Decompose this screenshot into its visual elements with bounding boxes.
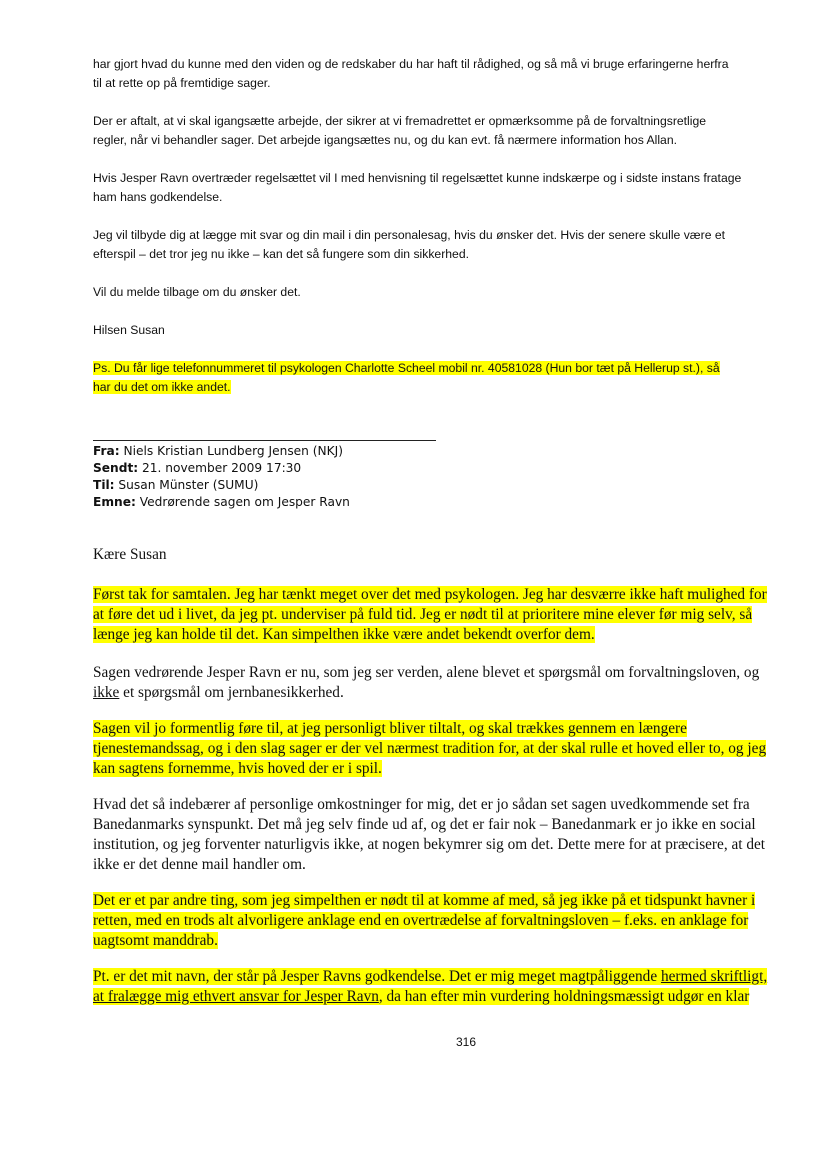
letter-greeting: Kære Susan [93,546,167,563]
header-divider [93,440,436,441]
reply-paragraph-1: har gjort hvad du kunne med den viden og de redskaber du har haft til rådighed, og så må vi bruge erfaringerne herfra til at rette op på fremtidige sager. [93,57,729,90]
reply-paragraph-3: Hvis Jesper Ravn overtræder regelsættet vil I med henvisning til regelsættet kunne indskærpe og i sidste instans fratage ham hans godkendelse. [93,171,742,204]
header-to: Til: Susan Münster (SUMU) [93,478,259,492]
header-from: Fra: Niels Kristian Lundberg Jensen (NKJ) [93,444,343,458]
letter-paragraph-6: Pt. er det mit navn, der står på Jesper Ravns godkendelse. Det er mig meget magtpåliggende hermed skriftligt, at fralægge mig ethvert ansvar for Jesper Ravn, da han efter min vurdering holdningsmæssigt udgør en klar [93,968,768,1005]
reply-signature: Hilsen Susan [93,323,165,337]
reply-paragraph-2: Der er aftalt, at vi skal igangsætte arbejde, der sikrer at vi fremadrettet er opmærksomme på de forvaltningsretlige regler, når vi behandler sager. Det arbejde igangsættes nu, og du kan evt. få nærmere information hos Allan. [93,114,707,147]
page-number: 316 [455,1035,477,1049]
reply-postscript: Ps. Du får lige telefonnummeret til psykologen Charlotte Scheel mobil nr. 40581028 (Hun bor tæt på Hellerup st.), så har du det om ikke andet. [93,361,720,394]
reply-paragraph-5: Vil du melde tilbage om du ønsker det. [93,285,301,299]
header-subject: Emne: Vedrørende sagen om Jesper Ravn [93,495,350,509]
email-header [93,443,350,511]
letter-paragraph-5: Det er et par andre ting, som jeg simpelthen er nødt til at komme af med, så jeg ikke på et tidspunkt havner i retten, med en trods alt alvorligere anklage end en overtrædelse af forvaltningsloven – f.eks. en anklage for uagtsomt manddrab. [93,892,756,949]
letter-paragraph-4: Hvad det så indebærer af personlige omkostninger for mig, det er jo sådan set sagen uvedkommende set fra Banedanmarks synspunkt. Det må jeg selv finde ud af, og det er fair nok – Banedanmark er jo ikke en social institution, og jeg forventer naturligvis ikke, at nogen bekymrer sig om det. Dette mere for at præcisere, at det ikke er det denne mail handler om. [93,796,766,873]
letter-paragraph-1: Først tak for samtalen. Jeg har tænkt meget over det med psykologen. Jeg har desværre ikke haft mulighed for at føre det ud i livet, da jeg pt. underviser på fuld tid. Jeg er nødt til at prioritere mine elever før mig selv, så længe jeg kan holde til det. Kan simpelthen ikke være andet bekendt overfor dem. [93,586,767,643]
header-sent: Sendt: 21. november 2009 17:30 [93,461,302,475]
letter-paragraph-2: Sagen vedrørende Jesper Ravn er nu, som jeg ser verden, alene blevet et spørgsmål om forvaltningsloven, og ikke et spørgsmål om jernbanesikkerhed. [93,664,760,701]
letter-paragraph-3: Sagen vil jo formentlig føre til, at jeg personligt bliver tiltalt, og skal trækkes gennem en længere tjenestemandssag, og i den slag sager er der vel nærmest tradition for, at der skal rulle et hoved eller to, og jeg kan sagtens fornemme, hvis hoved der er i spil. [93,720,767,777]
reply-paragraph-4: Jeg vil tilbyde dig at lægge mit svar og din mail i din personalesag, hvis du ønsker det. Hvis der senere skulle være et efterspil – det tror jeg nu ikke – kan det så fungere som din sikkerhed. [93,228,726,261]
email-reply-body [93,55,832,397]
